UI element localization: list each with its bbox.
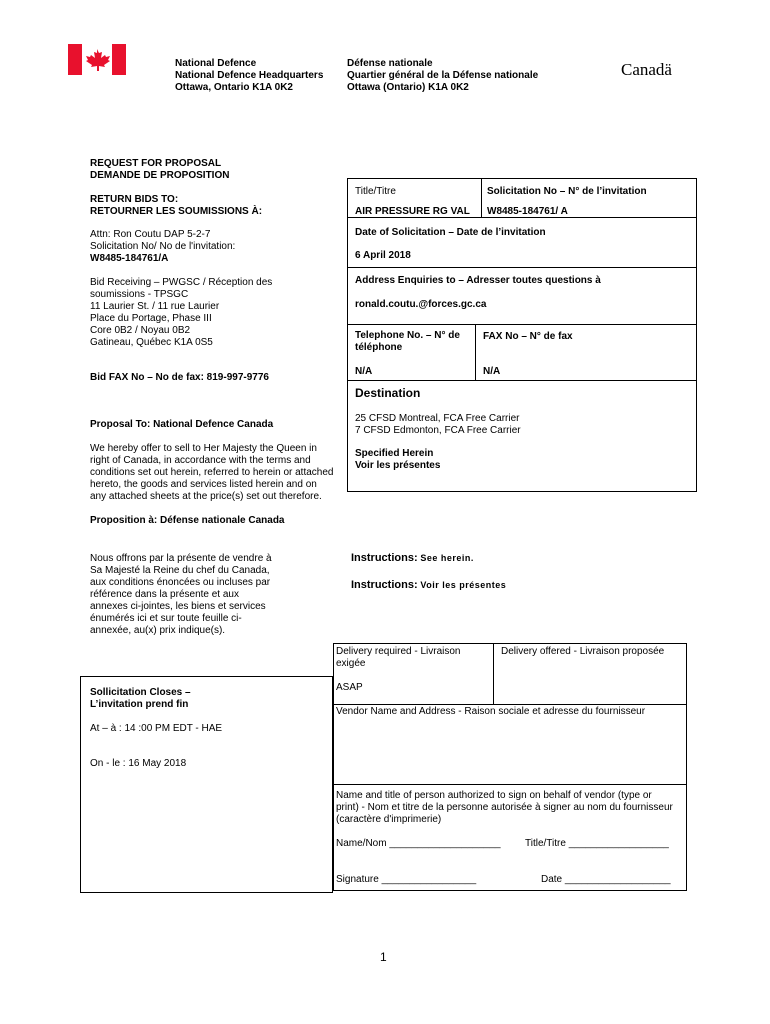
offer-line: référence dans la présente et aux [90, 589, 239, 600]
offer-line: Nous offrons par la présente de vendre à [90, 553, 272, 564]
rfp-fr: DEMANDE DE PROPOSITION [90, 170, 230, 181]
header-line: Ottawa, Ontario K1A 0K2 [175, 82, 293, 93]
proposition-fr: Proposition à: Défense nationale Canada [90, 515, 285, 526]
header-french [347, 58, 538, 94]
solno-label: Solicitation No – N° de l’invitation [487, 186, 647, 197]
closes-en: Sollicitation Closes – [90, 687, 191, 698]
bid-line: Bid Receiving – PWGSC / Réception des [90, 277, 273, 288]
vendor-name-label: Vendor Name and Address - Raison sociale et adresse du fournisseur [336, 706, 646, 717]
offer-line: Sa Majesté la Reine du chef du Canada, [90, 565, 270, 576]
header-line: Quartier général de la Défense nationale [347, 70, 539, 81]
delivery-required-line: Delivery required - Livraison [336, 646, 461, 657]
instructions-label: Instructions: [351, 552, 418, 564]
offer-line: conditions set out herein, referred to herein or attached [90, 467, 334, 478]
offer-line: hereto, the goods and services listed herein and on [90, 479, 317, 490]
enquiries-label: Address Enquiries to – Adresser toutes questions à [355, 275, 601, 286]
tel-line: téléphone [355, 342, 403, 353]
title-label: Title/Titre [355, 186, 396, 197]
authorized-line: (caractère d'imprimerie) [336, 814, 442, 825]
fax-label: FAX No – N° de fax [483, 331, 573, 342]
header-line: Défense nationale [347, 58, 433, 69]
proposal-to: Proposal To: National Defence Canada [90, 419, 274, 430]
canada-flag-icon [68, 44, 126, 75]
bid-line: Core 0B2 / Noyau 0B2 [90, 325, 191, 336]
offer-line: aux conditions énoncées ou incluses par [90, 577, 271, 588]
return-bids [90, 194, 262, 218]
bid-line: Place du Portage, Phase III [90, 313, 212, 324]
bid-line: Gatineau, Québec K1A 0S5 [90, 337, 213, 348]
destination-line: 25 CFSD Montreal, FCA Free Carrier [355, 413, 520, 424]
offer-line: right of Canada, in accordance with the terms and [90, 455, 311, 466]
offer-line: énumérés ici et sur toute feuille ci- [90, 613, 242, 624]
return-en: RETURN BIDS TO: [90, 194, 179, 205]
telephone-label [355, 330, 460, 354]
return-fr: RETOURNER LES SOUMISSIONS À: [90, 206, 263, 217]
bid-fax: Bid FAX No – No de fax: 819-997-9776 [90, 372, 269, 383]
instructions-label: Instructions: [351, 579, 418, 591]
closes-fr: L’invitation prend fin [90, 699, 189, 710]
signature-field[interactable]: Signature _________________ [336, 874, 477, 885]
attention-block [90, 229, 235, 265]
authorized-line: print) - Nom et titre de la personne autorisée à signer au nom du fournisseur [336, 802, 673, 813]
header-line: Ottawa (Ontario) K1A 0K2 [347, 82, 469, 93]
offer-french [90, 553, 272, 637]
fax-value: N/A [483, 366, 501, 377]
authorized-line: Name and title of person authorized to sign on behalf of vendor (type or [336, 790, 652, 801]
instructions-fr-text: Voir les présentes [420, 580, 507, 590]
sol-label: Solicitation No/ No de l'invitation: [90, 241, 236, 252]
telephone-value: N/A [355, 366, 373, 377]
date-value: 6 April 2018 [355, 250, 411, 261]
title-field[interactable]: Title/Titre __________________ [525, 838, 669, 849]
instructions-en-text: See herein. [420, 553, 474, 563]
offer-english [90, 443, 333, 503]
specified-en: Specified Herein [355, 448, 434, 459]
enquiries-email: ronald.coutu.@forces.gc.ca [355, 299, 487, 310]
tel-line: Telephone No. – N° de [355, 330, 460, 341]
instructions-fr [351, 579, 506, 591]
name-field[interactable]: Name/Nom ____________________ [336, 838, 501, 849]
offer-line: annexée, au(x) prix indique(s). [90, 625, 226, 636]
header-english [175, 58, 323, 94]
specified-herein [355, 448, 440, 472]
delivery-asap: ASAP [336, 682, 363, 693]
instructions-en [351, 552, 474, 564]
solno-value: W8485-184761/ A [487, 206, 568, 217]
closes-date: On - le : 16 May 2018 [90, 758, 187, 769]
date-field[interactable]: Date ___________________ [541, 874, 671, 885]
delivery-required-line: exigée [336, 658, 366, 669]
header-line: National Defence [175, 58, 257, 69]
date-label: Date of Solicitation – Date de l’invitation [355, 227, 546, 238]
vendor-box [333, 643, 687, 891]
destination-line: 7 CFSD Edmonton, FCA Free Carrier [355, 425, 521, 436]
title-value: AIR PRESSURE RG VAL [355, 206, 470, 217]
delivery-required [336, 646, 461, 670]
destination-lines [355, 413, 521, 437]
rfp-en: REQUEST FOR PROPOSAL [90, 158, 222, 169]
rfp-title [90, 158, 229, 182]
bid-line: soumissions - TPSGC [90, 289, 189, 300]
offer-line: We hereby offer to sell to Her Majesty the Queen in [90, 443, 317, 454]
attn: Attn: Ron Coutu DAP 5-2-7 [90, 229, 211, 240]
destination-label: Destination [355, 386, 421, 400]
offer-line: annexes ci-jointes, les biens et services [90, 601, 266, 612]
authorized-signatory [336, 790, 673, 826]
closes-title [90, 687, 191, 711]
canada-wordmark: Canadä [621, 60, 672, 79]
delivery-offered: Delivery offered - Livraison proposée [501, 646, 665, 657]
sol-number: W8485-184761/A [90, 253, 169, 264]
specified-fr: Voir les présentes [355, 460, 441, 471]
bid-line: 11 Laurier St. / 11 rue Laurier [90, 301, 220, 312]
header-line: National Defence Headquarters [175, 70, 324, 81]
page-number: 1 [380, 950, 387, 964]
bid-receiving [90, 277, 272, 349]
closes-time: At – à : 14 :00 PM EDT - HAE [90, 723, 223, 734]
offer-line: any attached sheets at the price(s) set out therefore. [90, 491, 322, 502]
